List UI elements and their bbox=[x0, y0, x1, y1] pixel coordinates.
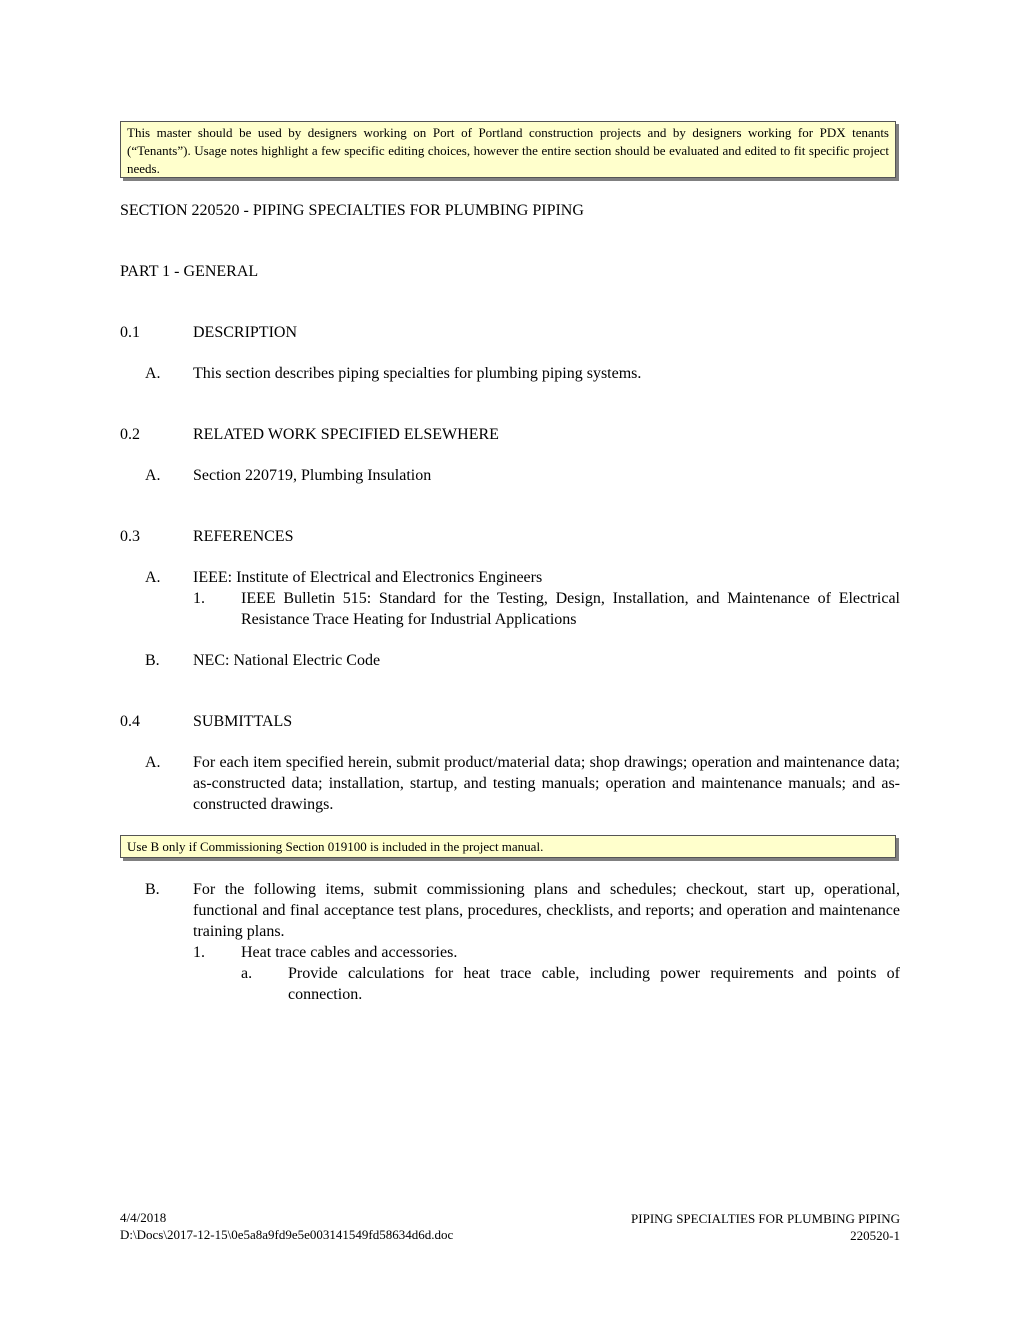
footer-file-path: D:\Docs\2017-12-15\0e5a8a9fd9e5e003141549fd58634d6d.doc bbox=[120, 1227, 454, 1242]
paragraph-label: A. bbox=[145, 467, 161, 484]
footer-section-title: PIPING SPECIALTIES FOR PLUMBING PIPING bbox=[631, 1211, 900, 1226]
subparagraph-text: IEEE Bulletin 515: Standard for the Testing, Design, Installation, and Maintenance of Electrical Resistance Trace Heating for Industrial Applications bbox=[241, 590, 900, 628]
paragraph-text: This section describes piping specialties for plumbing piping systems. bbox=[193, 365, 642, 382]
subparagraph-label: 1. bbox=[193, 944, 205, 961]
footer-date: 4/4/2018 bbox=[120, 1210, 167, 1225]
article-title: RELATED WORK SPECIFIED ELSEWHERE bbox=[193, 426, 499, 443]
article-title: REFERENCES bbox=[193, 528, 294, 545]
paragraph-label: A. bbox=[145, 569, 161, 586]
paragraph-label: A. bbox=[145, 365, 161, 382]
subsubparagraph-label: a. bbox=[241, 965, 253, 982]
subparagraph-label: 1. bbox=[193, 590, 205, 607]
paragraph-label: B. bbox=[145, 881, 160, 898]
article-number: 0.1 bbox=[120, 324, 140, 341]
paragraph-text: IEEE: Institute of Electrical and Electronics Engineers bbox=[193, 569, 543, 586]
paragraph-text: NEC: National Electric Code bbox=[193, 652, 381, 669]
section-title: SECTION 220520 - PIPING SPECIALTIES FOR PLUMBING PIPING bbox=[120, 202, 584, 219]
paragraph-label: B. bbox=[145, 652, 160, 669]
paragraph-text: For the following items, submit commissioning plans and schedules; checkout, start up, operational, functional and final acceptance test plans, procedures, checklists, and reports; and operation and maintenance training plans. bbox=[193, 881, 900, 940]
footer-page-number: 220520-1 bbox=[850, 1228, 900, 1243]
paragraph-text: Section 220719, Plumbing Insulation bbox=[193, 467, 432, 484]
paragraph-text: For each item specified herein, submit product/material data; shop drawings; operation and maintenance data; as-constructed data; installation, startup, and testing manuals; operation and maintenance manuals; and as-constructed drawings. bbox=[193, 754, 900, 813]
usage-note-commissioning: Use B only if Commissioning Section 019100 is included in the project manual. bbox=[120, 835, 896, 858]
article-title: SUBMITTALS bbox=[193, 713, 293, 730]
article-number: 0.2 bbox=[120, 426, 140, 443]
subparagraph-text: Heat trace cables and accessories. bbox=[241, 944, 458, 961]
article-number: 0.3 bbox=[120, 528, 140, 545]
paragraph-label: A. bbox=[145, 754, 161, 771]
article-number: 0.4 bbox=[120, 713, 140, 730]
part-title: PART 1 - GENERAL bbox=[120, 263, 259, 280]
usage-note-master: This master should be used by designers working on Port of Portland construction projects and by designers working for PDX tenants (“Tenants”). Usage notes highlight a few specific editing choices, however the entire section should be evaluated and edited to fit specific project needs. bbox=[120, 121, 896, 178]
subsubparagraph-text: Provide calculations for heat trace cable, including power requirements and points of connection. bbox=[288, 965, 900, 1003]
article-title: DESCRIPTION bbox=[193, 324, 298, 341]
